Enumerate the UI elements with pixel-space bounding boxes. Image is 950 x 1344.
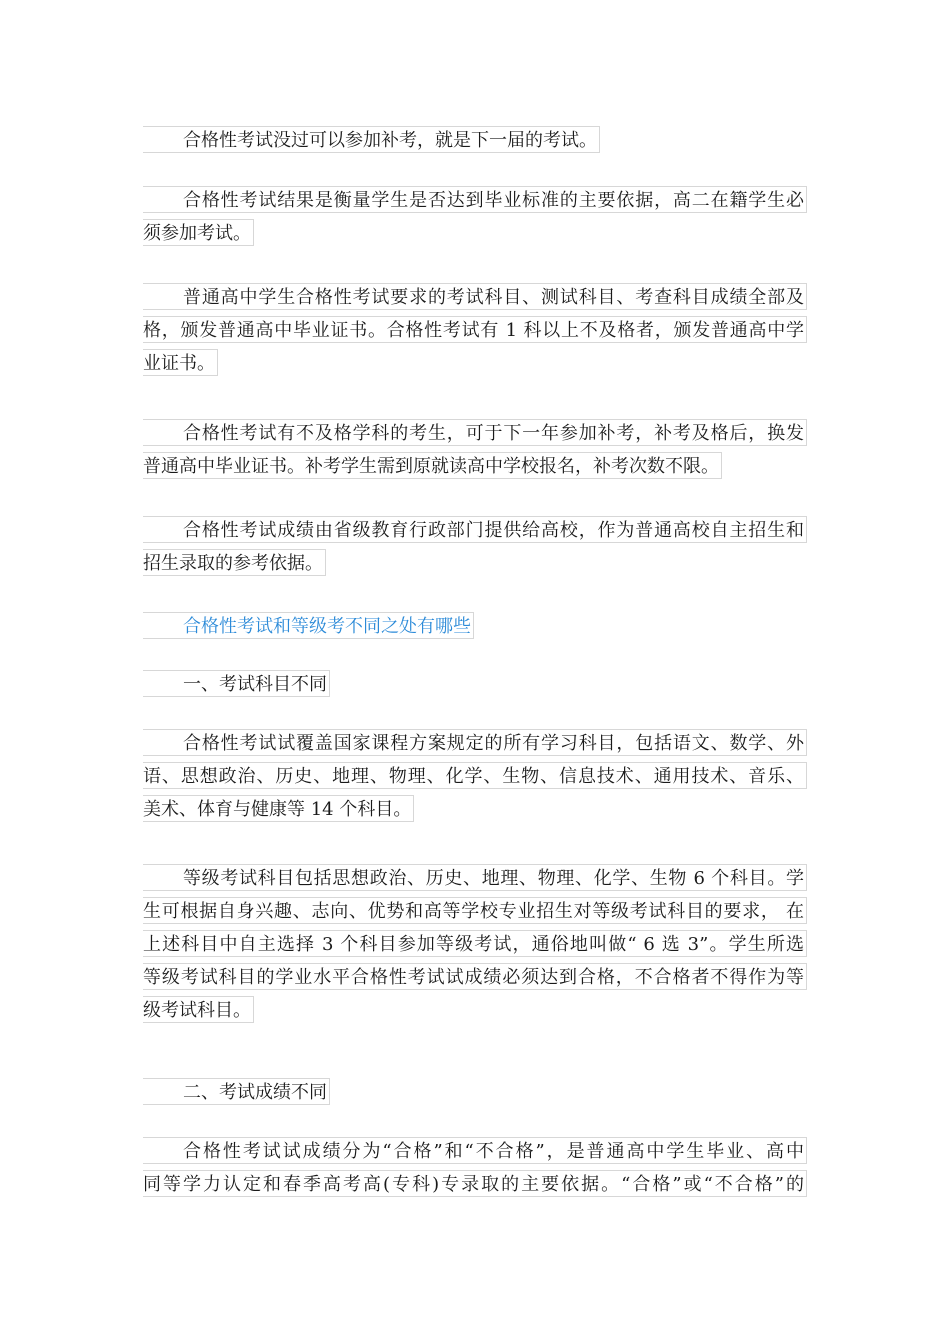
paragraph-certificate-rules <box>143 283 807 382</box>
subheading-scores-different <box>143 1078 807 1111</box>
line-text: 普通高中学生合格性考试要求的考试科目、测试科目、考查科目成绩全部及 <box>143 283 807 310</box>
line-text: 招生录取的参考依据。 <box>143 549 326 576</box>
text-line <box>143 996 807 1029</box>
line-text: 上述科目中自主选择 3 个科目参加等级考试，通俗地叫做“ 6 选 3”。学生所选 <box>143 930 807 957</box>
text-line <box>143 419 807 452</box>
paragraph-score-categories <box>143 1137 807 1203</box>
text-line <box>143 963 807 996</box>
paragraph-retake-next-session <box>143 126 807 159</box>
text-line <box>143 762 807 795</box>
text-line <box>143 897 807 930</box>
subheading-subjects-different <box>143 670 807 703</box>
text-line <box>143 1078 807 1111</box>
text-line <box>143 670 807 703</box>
text-line <box>143 219 807 252</box>
text-line <box>143 729 807 762</box>
line-text: 同等学力认定和春季高考高(专科)专录取的主要依据。“合格”或“不合格”的 <box>143 1170 807 1197</box>
line-text: 合格性考试有不及格学科的考生，可于下一年参加补考，补考及格后，换发 <box>143 419 807 446</box>
line-text: 合格性考试没过可以参加补考，就是下一届的考试。 <box>143 126 600 153</box>
line-text: 一、考试科目不同 <box>143 670 330 697</box>
line-text: 语、思想政治、历史、地理、物理、化学、生物、信息技术、通用技术、音乐、 <box>143 762 807 789</box>
text-line <box>143 349 807 382</box>
line-text: 二、考试成绩不同 <box>143 1078 330 1105</box>
text-line <box>143 316 807 349</box>
text-line <box>143 283 807 316</box>
text-line <box>143 864 807 897</box>
line-text: 合格性考试成绩由省级教育行政部门提供给高校，作为普通高校自主招生和 <box>143 516 807 543</box>
section-heading-differences[interactable] <box>143 612 807 645</box>
line-text: 等级考试科目的学业水平合格性考试试成绩必须达到合格，不合格者不得作为等 <box>143 963 807 990</box>
paragraph-graduation-standard <box>143 186 807 252</box>
line-text: 须参加考试。 <box>143 219 254 246</box>
line-text: 生可根据自身兴趣、志向、优势和高等学校专业招生对等级考试科目的要求， 在 <box>143 897 807 924</box>
line-text: 普通高中毕业证书。补考学生需到原就读高中学校报名，补考次数不限。 <box>143 452 722 479</box>
line-text: 等级考试科目包括思想政治、历史、地理、物理、化学、生物 6 个科目。学 <box>143 864 807 891</box>
text-line <box>143 186 807 219</box>
line-text: 合格性考试试覆盖国家课程方案规定的所有学习科目，包括语文、数学、外 <box>143 729 807 756</box>
line-text: 格，颁发普通高中毕业证书。合格性考试有 1 科以上不及格者，颁发普通高中学 <box>143 316 807 343</box>
line-text: 合格性考试结果是衡量学生是否达到毕业标准的主要依据，高二在籍学生必 <box>143 186 807 213</box>
heading-link-text[interactable]: 合格性考试和等级考不同之处有哪些 <box>143 612 474 639</box>
line-text: 级考试科目。 <box>143 996 254 1023</box>
line-text: 美术、体育与健康等 14 个科目。 <box>143 795 414 822</box>
paragraph-admission-reference <box>143 516 807 582</box>
text-line <box>143 126 807 159</box>
paragraph-makeup-exam <box>143 419 807 485</box>
text-line <box>143 452 807 485</box>
text-line <box>143 516 807 549</box>
text-line <box>143 1137 807 1170</box>
text-line <box>143 549 807 582</box>
text-line <box>143 795 807 828</box>
paragraph-grade-exam-subjects <box>143 864 807 1029</box>
heading-link[interactable] <box>143 612 807 645</box>
paragraph-qualifying-subjects <box>143 729 807 828</box>
text-line <box>143 930 807 963</box>
text-line <box>143 1170 807 1203</box>
line-text: 合格性考试试成绩分为“合格”和“不合格”，是普通高中学生毕业、高中 <box>143 1137 807 1164</box>
line-text: 业证书。 <box>143 349 218 376</box>
